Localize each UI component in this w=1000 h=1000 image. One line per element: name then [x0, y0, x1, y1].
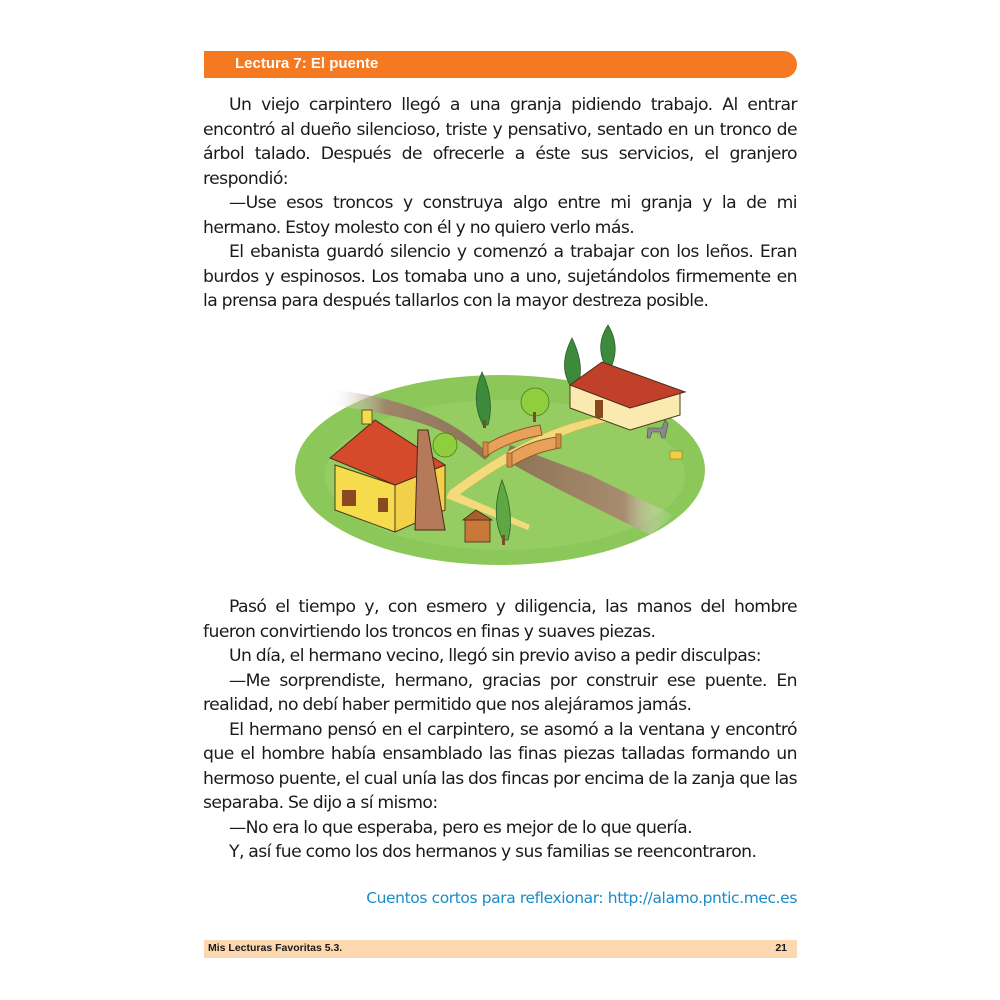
story-paragraph: Un viejo carpintero llegó a una granja pidiendo trabajo. Al entrar encontró al dueño silencioso, triste y pensativo, sentado en un tronco de árbol talado. Después de ofrecerle a éste sus servicios, el granjero respondió:	[203, 95, 797, 189]
reading-title: Lectura 7: El puente	[235, 55, 379, 72]
story-paragraph: —Use esos troncos y construya algo entre mi granja y la de mi hermano. Estoy molesto con él y no quiero verlo más.	[203, 193, 797, 238]
farm-bridge-illustration	[290, 320, 710, 570]
story-paragraph: Pasó el tiempo y, con esmero y diligencia, las manos del hombre fueron convirtiendo los troncos en finas y suaves piezas.	[203, 597, 797, 642]
footer-bar	[204, 940, 797, 958]
story-paragraph: Y, así fue como los dos hermanos y sus familias se reencontraron.	[229, 842, 757, 862]
page-number: 21	[775, 942, 787, 954]
story-text-top	[203, 93, 797, 314]
story-paragraph: El ebanista guardó silencio y comenzó a trabajar con los leños. Eran burdos y espinosos. Los tomaba uno a uno, sujetándolos firmemente en la prensa para después tallarlos con la mayor destreza posible.	[203, 242, 797, 311]
story-text-bottom	[203, 595, 797, 865]
reading-title-bar	[204, 51, 797, 78]
story-paragraph: —Me sorprendiste, hermano, gracias por construir ese puente. En realidad, no debí haber permitido que nos alejáramos jamás.	[203, 670, 797, 715]
hay-bale	[670, 451, 682, 459]
story-paragraph: —No era lo que esperaba, pero es mejor de lo que quería.	[229, 817, 692, 838]
story-paragraph: El hermano pensó en el carpintero, se asomó a la ventana y encontró que el hombre había ensamblado las finas piezas talladas formando un hermoso puente, el cual unía las dos fincas por encima de la zanja que las separaba. Se dijo a sí mismo:	[203, 719, 797, 813]
book-title: Mis Lecturas Favoritas 5.3.	[208, 942, 343, 954]
story-paragraph: Un día, el hermano vecino, llegó sin previo aviso a pedir disculpas:	[229, 646, 761, 666]
source-link[interactable]: Cuentos cortos para reflexionar: http://alamo.pntic.mec.es	[366, 889, 797, 907]
